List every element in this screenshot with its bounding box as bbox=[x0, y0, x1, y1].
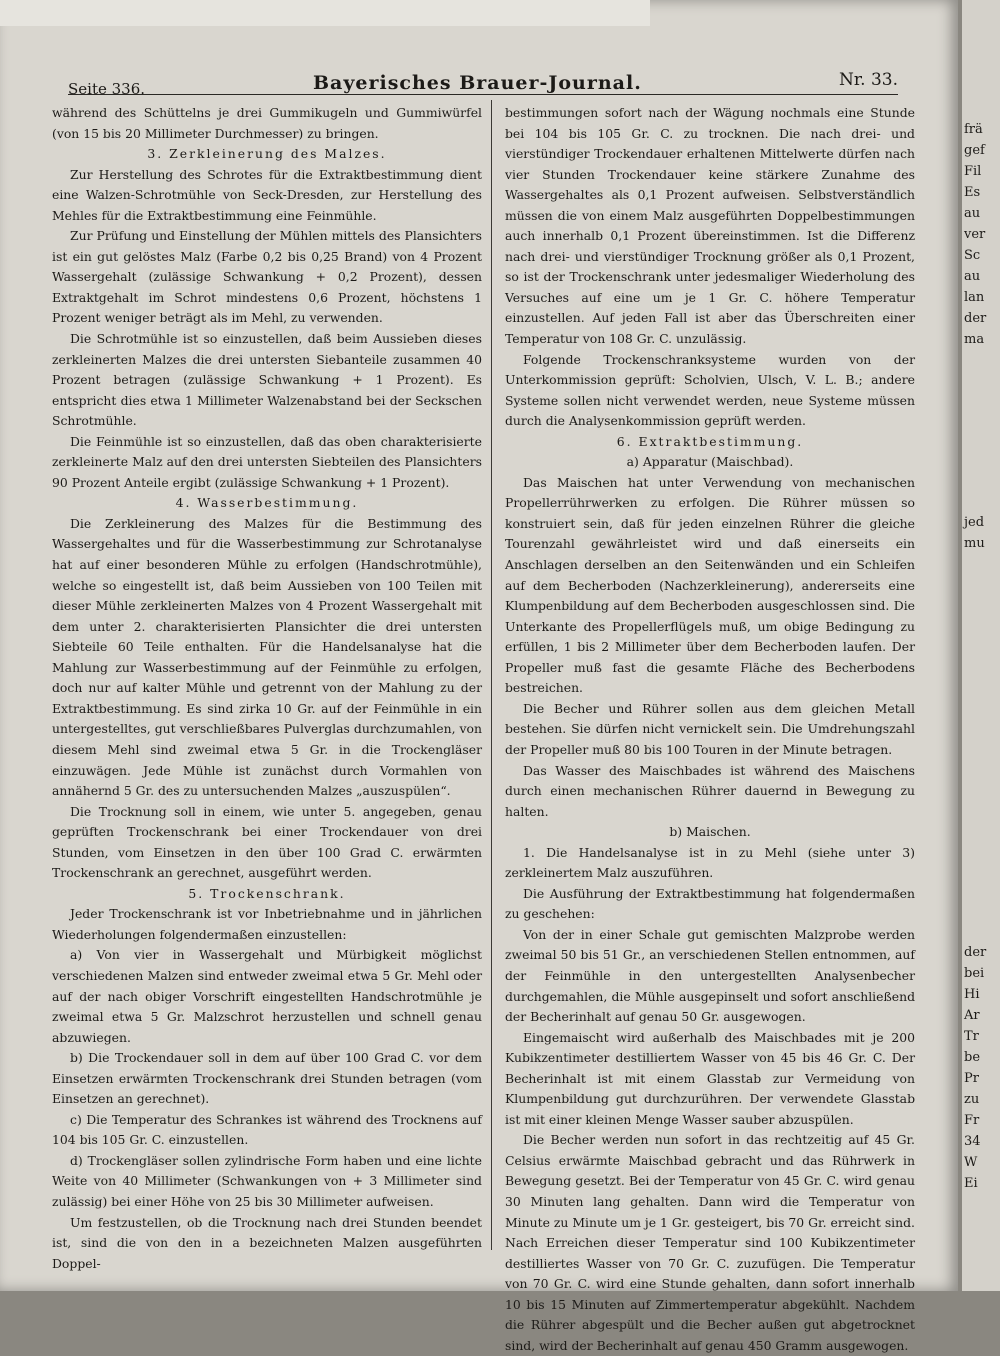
section-heading: 6. Extraktbestimmung. bbox=[616, 433, 804, 449]
text-fragment: Fr bbox=[964, 1113, 980, 1128]
text-fragment: bei bbox=[964, 966, 985, 981]
paragraph: Die Becher werden nun sofort in das rechtzeitig auf 45 Gr. Celsius erwärmte Maischbad gebracht und das Rührwerk in Bewegung gesetzt. Bei der Temperatur von 45 Gr. C. wird genau 30 Minuten lang gehalten. Dann wird die Temperatur von Minute zu Minute um je 1 Gr. gesteigert, bis 70 Gr. erreicht sind. Nach Erreichen dieser Temperatur sind 100 Kubikzentimeter destilliertes Wasser von 70 Gr. C. zuzufügen. Die Temperatur von 70 Gr. C. wird eine Stunde gehalten, dann sofort innerhalb 10 bis 15 Minuten auf Zimmertemperatur abgekühlt. Nachdem die Rührer abgespült und die Becher außen gut abgetrocknet sind, wird der Becherinhalt auf genau 450 Gramm ausgewogen. bbox=[505, 1132, 915, 1353]
text-fragment: ver bbox=[964, 227, 986, 242]
text-fragment: Sc bbox=[964, 248, 981, 263]
text-fragment: au bbox=[964, 206, 981, 221]
issue-number: Nr. 33. bbox=[839, 70, 898, 90]
paragraph: Die Ausführung der Extraktbestimmung hat folgendermaßen zu geschehen: bbox=[505, 885, 915, 922]
paragraph: Die Trocknung soll in einem, wie unter 5. angegeben, genau geprüften Trockenschrank bei einer Trockendauer von drei Stunden, vom Einsetzen in den über 100 Grad C. erwärmten Trockenschrank an gerechnet, ausgeführt werden. bbox=[52, 803, 482, 881]
text-fragment: Hi bbox=[964, 987, 980, 1002]
text-fragment: W bbox=[964, 1155, 978, 1170]
paragraph: Die Zerkleinerung des Malzes für die Bestimmung des Wassergehaltes und für die Wasserbestimmung zur Schrotanalyse hat auf einer besonderen Mühle zu erfolgen (Handschrotmühle), welche so eingestellt ist, daß beim Aussieben von 100 Teilen mit dieser Mühle zerkleinerten Malzes von 4 Prozent Wassergehalt mit dem unter 2. charakterisierten Plansichter die drei untersten Siebteile 60 Teile enthalten. Für die Handelsanalyse hat die Mahlung zur Wasserbestimmung auf der Feinmühle zu erfolgen, doch nur auf kalter Mühle und getrennt von der Mahlung zu der Extraktbestimmung. Es sind zirka 10 Gr. auf der Feinmühle in ein untergestelltes, gut verschließbares Pulverglas durchzumahlen, von diesem Mehl sind zweimal etwa 5 Gr. in die Trockengläser einzuwägen. Jede Mühle ist zunächst durch Vormahlen von annähernd 5 Gr. des zu untersuchenden Malzes „auszuspülen“. bbox=[52, 515, 482, 799]
page-number: Seite 336. bbox=[68, 80, 146, 98]
paragraph: Das Wasser des Maischbades ist während des Maischens durch einen mechanischen Rührer dauernd in Bewegung zu halten. bbox=[505, 762, 915, 819]
page-header bbox=[68, 62, 898, 98]
section-heading: 5. Trockenschrank. bbox=[188, 885, 346, 901]
paragraph: Die Feinmühle ist so einzustellen, daß das oben charakterisierte zerkleinerte Malz auf den drei untersten Siebteilen des Plansichters 90 Prozent Anteile ergibt (zulässige Schwankung + 1 Prozent). bbox=[52, 433, 482, 490]
paragraph: 1. Die Handelsanalyse ist in zu Mehl (siehe unter 3) zerkleinertem Malz auszuführen. bbox=[505, 844, 915, 881]
paragraph: Die Becher und Rührer sollen aus dem gleichen Metall bestehen. Sie dürfen nicht vernickelt sein. Die Umdrehungszahl der Propeller muß 80 bis 100 Touren in der Minute betragen. bbox=[505, 700, 915, 757]
section-heading: 3. Zerkleinerung des Malzes. bbox=[147, 146, 387, 162]
text-fragment: be bbox=[964, 1050, 981, 1065]
text-fragment: ma bbox=[964, 332, 985, 347]
paragraph: Das Maischen hat unter Verwendung von mechanischen Propellerrührwerken zu erfolgen. Die Rührer müssen so konstruiert sein, daß für jeden einzelnen Rührer die gleiche Tourenzahl gewährleistet wird und daß einerseits ein Anschlagen derselben an den Seitenwänden und ein Schleifen auf dem Becherboden (Nachzerkleinerung), andererseits eine Klumpenbildung auf dem Becherboden ausgeschlossen sind. Die Unterkante des Propellerflügels muß, um obige Bedingung zu erfüllen, 1 bis 2 Millimeter über dem Becherboden laufen. Der Propeller muß fast die gesamte Fläche des Becherbodens bestreichen. bbox=[505, 474, 915, 696]
journal-title: Bayerisches Brauer-Journal. bbox=[313, 72, 642, 94]
text-fragment: lan bbox=[964, 290, 985, 305]
text-fragment: au bbox=[964, 269, 981, 284]
text-fragment: Es bbox=[964, 185, 981, 200]
paragraph: Von der in einer Schale gut gemischten Malzprobe werden zweimal 50 bis 51 Gr., an verschiedenen Stellen entnommen, auf der Feinmühle in den untergestellten Analysenbecher durchgemahlen, die Mühle ausgepinselt und sofort anschließend der Becherinhalt auf genau 50 Gr. ausgewogen. bbox=[505, 926, 915, 1025]
text-fragment: frä bbox=[964, 122, 983, 137]
text-fragment: Fil bbox=[964, 164, 982, 179]
paragraph: bestimmungen sofort nach der Wägung nochmals eine Stunde bei 104 bis 105 Gr. C. zu trocknen. Die nach drei- und vierstündiger Trockendauer erhaltenen Mittelwerte dürfen nach vier Stunden Trockendauer keine stärkere Zunahme des Wassergehaltes als 0,1 Prozent aufweisen. Selbstverständlich müssen die von einem Malz ausgeführten Doppelbestimmungen auch innerhalb 0,1 Prozent übereinstimmen. Ist die Differenz nach drei- und vierstündiger Trocknung größer als 0,1 Prozent, so ist der Trockenschrank unter jedesmaliger Wiederholung des Versuches auf eine um je 1 Gr. C. höhere Temperatur einzustellen. Auf jeden Fall ist aber das Überschreiten einer Temperatur von 108 Gr. C. unzulässig. bbox=[505, 105, 915, 347]
text-fragment: jed bbox=[964, 515, 985, 530]
paragraph: Um festzustellen, ob die Trocknung nach drei Stunden beendet ist, sind die von den in a bezeichneten Malzen ausgeführten Doppel- bbox=[52, 1214, 482, 1271]
section-heading: 4. Wasserbestimmung. bbox=[175, 495, 359, 511]
text-fragment: gef bbox=[964, 143, 985, 158]
text-fragment: der bbox=[964, 945, 987, 960]
left-column bbox=[52, 103, 482, 1274]
subsection-heading: a) Apparatur (Maischbad). bbox=[626, 454, 794, 470]
paper-strip bbox=[0, 0, 650, 26]
adjacent-page-edge bbox=[962, 0, 1000, 1291]
list-item: a) Von vier in Wassergehalt und Mürbigkeit möglichst verschiedenen Malzen sind entweder zweimal etwa 5 Gr. Mehl oder auf der nach obiger Vorschrift eingestellten Handschrotmühle je zweimal etwa 5 Gr. Malzschrot herzustellen und schnell genau abzuwiegen. bbox=[52, 947, 482, 1045]
paragraph: Folgende Trockenschranksysteme wurden von der Unterkommission geprüft: Scholvien, Ulsch, V. L. B.; andere Systeme sollen nicht verwendet werden, neue Systeme müssen durch die Analysenkommission geprüft werden. bbox=[505, 351, 915, 429]
paragraph: Eingemaischt wird außerhalb des Maischbades mit je 200 Kubikzentimeter destilliertem Wasser von 45 bis 46 Gr. C. Der Becherinhalt ist mit einem Glasstab zur Vermeidung von Klumpenbildung gut durchzurühren. Der verwendete Glasstab ist mit einer kleinen Menge Wasser sauber abzuspülen. bbox=[505, 1029, 915, 1127]
paragraph: Zur Prüfung und Einstellung der Mühlen mittels des Plansichters ist ein gut gelöstes Malz (Farbe 0,2 bis 0,25 Brand) von 4 Prozent Wassergehalt (zulässige Schwankung + 0,2 Prozent), dessen Extraktgehalt im Schrot mindestens 0,6 Prozent, höchstens 1 Prozent weniger beträgt als im Mehl, zu verwenden. bbox=[52, 228, 482, 326]
paragraph: Die Schrotmühle ist so einzustellen, daß beim Aussieben dieses zerkleinerten Malzes die drei untersten Siebanteile zusammen 40 Prozent betragen (zulässige Schwankung + 1 Prozent). Es entspricht dies etwa 1 Millimeter Walzenabstand bei der Seckschen Schrotmühle. bbox=[52, 331, 482, 429]
paragraph: Zur Herstellung des Schrotes für die Extraktbestimmung dient eine Walzen-Schrotmühle von Seck-Dresden, zur Herstellung des Mehles für die Extraktbestimmung eine Feinmühle. bbox=[52, 166, 482, 223]
list-item: d) Trockengläser sollen zylindrische Form haben und eine lichte Weite von 40 Millimeter (Schwankungen von + 3 Millimeter sind zulässig) bei einer Höhe von 25 bis 30 Millimeter aufweisen. bbox=[52, 1152, 482, 1209]
text-fragment: Ar bbox=[964, 1008, 980, 1023]
text-fragment: mu bbox=[964, 536, 985, 551]
subsection-heading: b) Maischen. bbox=[669, 824, 751, 840]
text-fragment: Pr bbox=[964, 1071, 979, 1086]
text-fragment: Tr bbox=[964, 1029, 979, 1044]
text-fragment: 34 bbox=[964, 1134, 981, 1149]
right-column bbox=[505, 103, 915, 1356]
column-divider bbox=[491, 100, 492, 1250]
text-fragment: zu bbox=[964, 1092, 980, 1107]
list-item: c) Die Temperatur des Schrankes ist während des Trocknens auf 104 bis 105 Gr. C. einzustellen. bbox=[52, 1111, 482, 1148]
paragraph: während des Schüttelns je drei Gummikugeln und Gummiwürfel (von 15 bis 20 Millimeter Durchmesser) zu bringen. bbox=[52, 105, 482, 141]
text-fragment: Ei bbox=[964, 1176, 978, 1191]
list-item: b) Die Trockendauer soll in dem auf über 100 Grad C. vor dem Einsetzen erwärmten Trockenschrank drei Stunden betragen (vom Einsetzen an gerechnet). bbox=[52, 1050, 482, 1107]
paragraph: Jeder Trockenschrank ist vor Inbetriebnahme und in jährlichen Wiederholungen folgendermaßen einzustellen: bbox=[52, 906, 482, 942]
text-fragment: der bbox=[964, 311, 987, 326]
